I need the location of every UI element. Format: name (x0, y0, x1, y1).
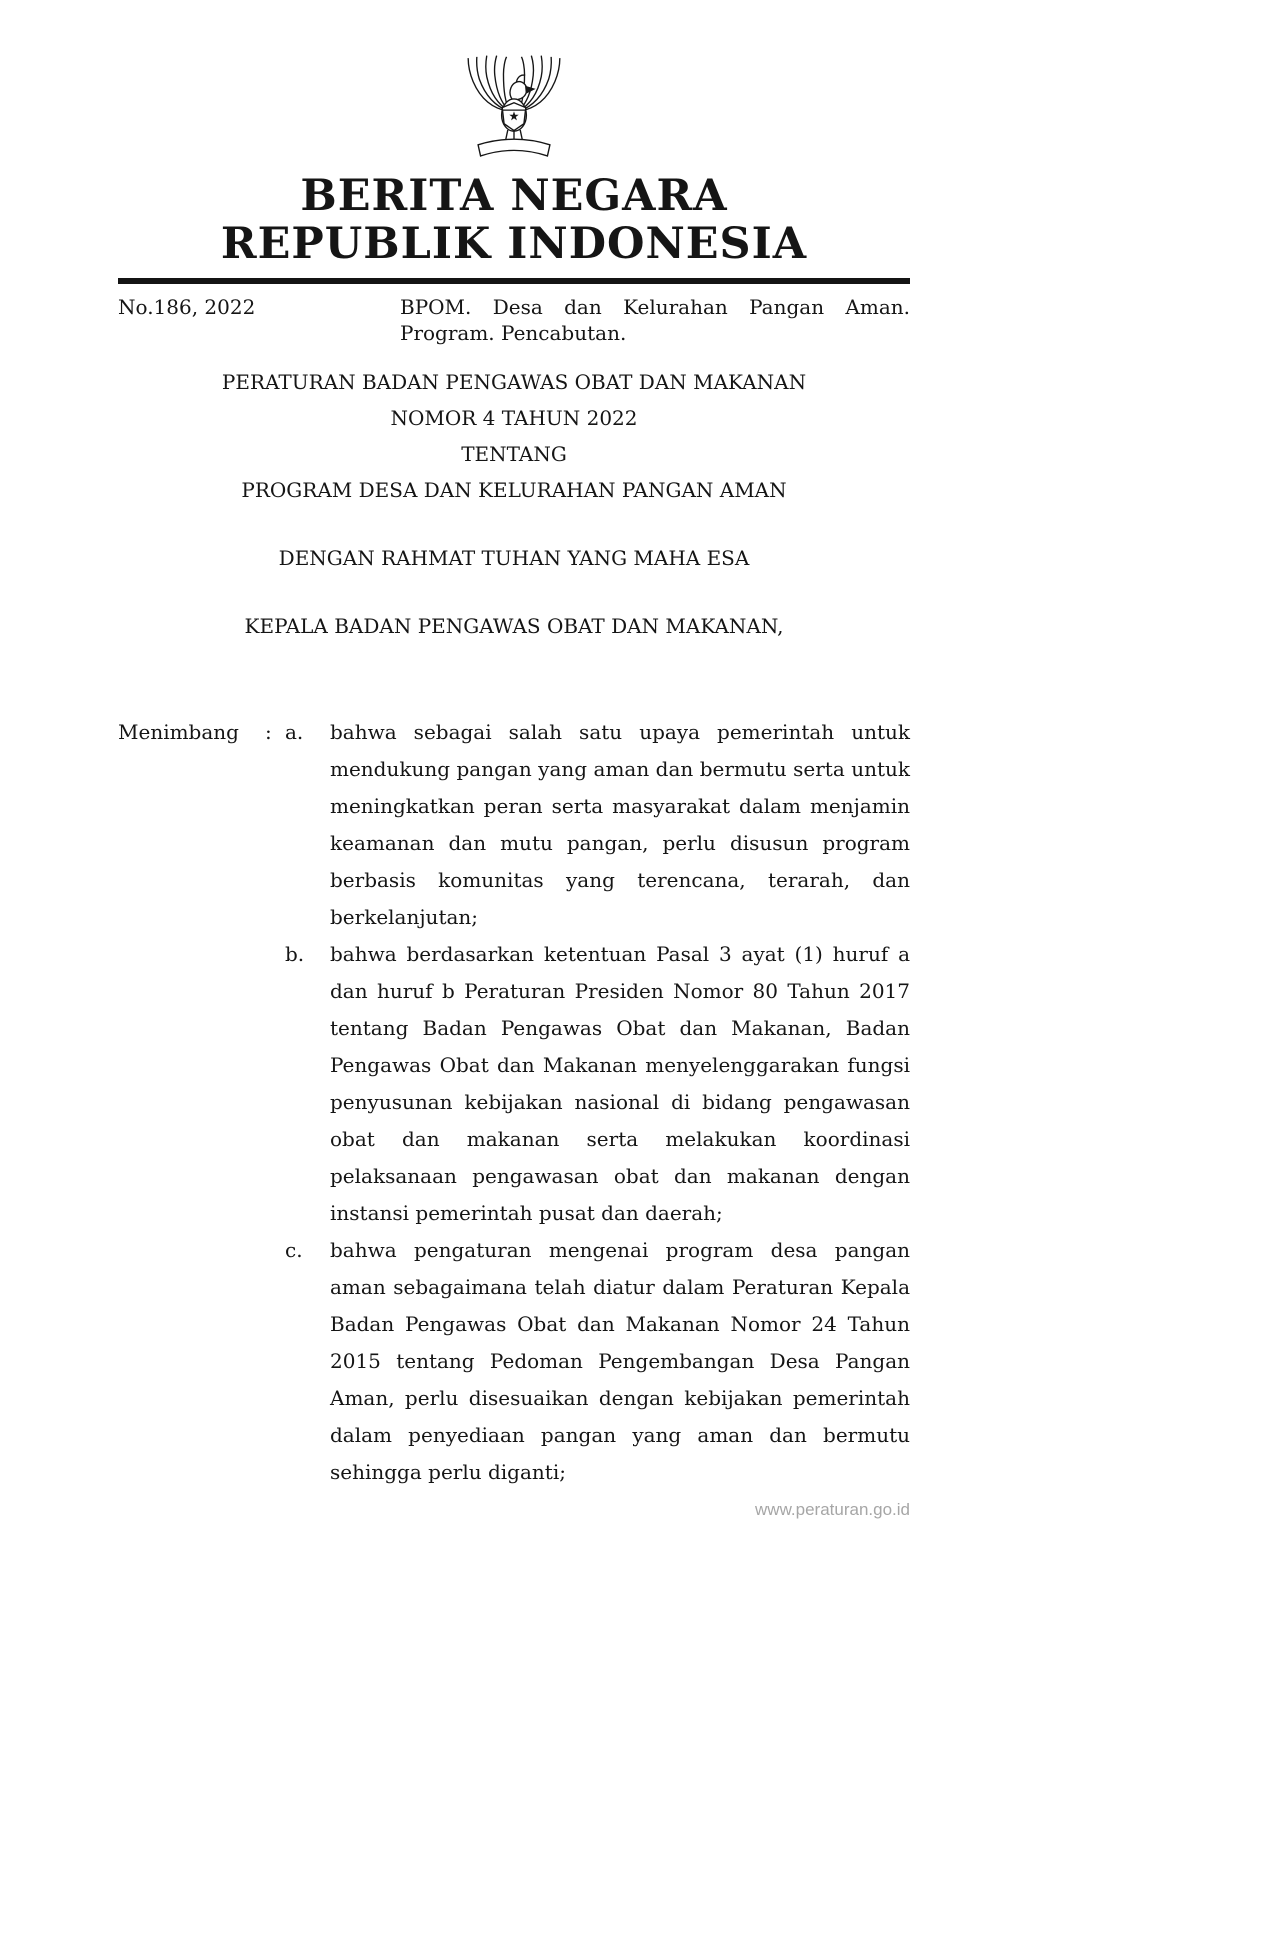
consideration-item-b-letter: b. (285, 942, 305, 966)
masthead-title-line2: REPUBLIK INDONESIA (220, 219, 808, 269)
consideration-item-c-letter: c. (285, 1238, 303, 1262)
spacer (118, 508, 910, 540)
gazette-subject (400, 294, 910, 346)
masthead (118, 172, 910, 268)
considerations-label: Menimbang (118, 720, 239, 744)
consideration-item-a-text: bahwa sebagai salah satu upaya pemerintah untuk mendukung pangan yang aman dan bermutu serta untuk meningkatkan peran serta masyarakat dalam menjamin keamanan dan mutu pangan, perlu disusun program berbasis komunitas yang terencana, terarah, dan berkelanjutan; (330, 720, 910, 929)
consideration-item-a-letter: a. (285, 720, 304, 744)
garuda-pancasila-emblem-icon (450, 42, 578, 164)
footer-website: www.peraturan.go.id (755, 1500, 910, 1519)
document-page (118, 0, 910, 1950)
gazette-subject-line1: BPOM. Desa dan Kelurahan Pangan Aman. (400, 295, 910, 319)
considerations-colon: : (265, 720, 272, 744)
regulation-title-line4: PROGRAM DESA DAN KELURAHAN PANGAN AMAN (241, 478, 787, 502)
gazette-meta (118, 294, 910, 346)
regulation-title-line2: NOMOR 4 TAHUN 2022 (390, 406, 638, 430)
considerations-section (118, 714, 910, 1491)
spacer (118, 576, 910, 608)
regulation-official: KEPALA BADAN PENGAWAS OBAT DAN MAKANAN, (244, 614, 784, 638)
regulation-title-line3: TENTANG (461, 442, 567, 466)
spacer (265, 1232, 285, 1491)
consideration-item-c-text: bahwa pengaturan mengenai program desa pangan aman sebagaimana telah diatur dalam Peraturan Kepala Badan Pengawas Obat dan Makanan Nomor 24 Tahun 2015 tentang Pedoman Pengembangan Desa Pangan Aman, perlu disesuaikan dengan kebijakan pemerintah dalam penyediaan pangan yang aman dan bermutu sehingga perlu diganti; (330, 1238, 910, 1484)
masthead-divider (118, 278, 910, 284)
emblem-container (118, 0, 910, 164)
spacer (118, 1232, 265, 1491)
gazette-subject-line2: Program. Pencabutan. (400, 321, 627, 345)
gazette-number: No.186, 2022 (118, 295, 256, 319)
regulation-invocation: DENGAN RAHMAT TUHAN YANG MAHA ESA (278, 546, 750, 570)
spacer (265, 936, 285, 1232)
regulation-title-line1: PERATURAN BADAN PENGAWAS OBAT DAN MAKANAN (221, 370, 807, 394)
regulation-title-block (118, 364, 910, 644)
consideration-item-b-text: bahwa berdasarkan ketentuan Pasal 3 ayat (1) huruf a dan huruf b Peraturan Presiden Nomor 80 Tahun 2017 tentang Badan Pengawas Obat dan Makanan, Badan Pengawas Obat dan Makanan menyelenggarakan fungsi penyusunan kebijakan nasional di bidang pengawasan obat dan makanan serta melakukan koordinasi pelaksanaan pengawasan obat dan makanan dengan instansi pemerintah pusat dan daerah; (330, 942, 910, 1225)
masthead-title-line1: BERITA NEGARA (300, 171, 728, 221)
spacer (118, 936, 265, 1232)
